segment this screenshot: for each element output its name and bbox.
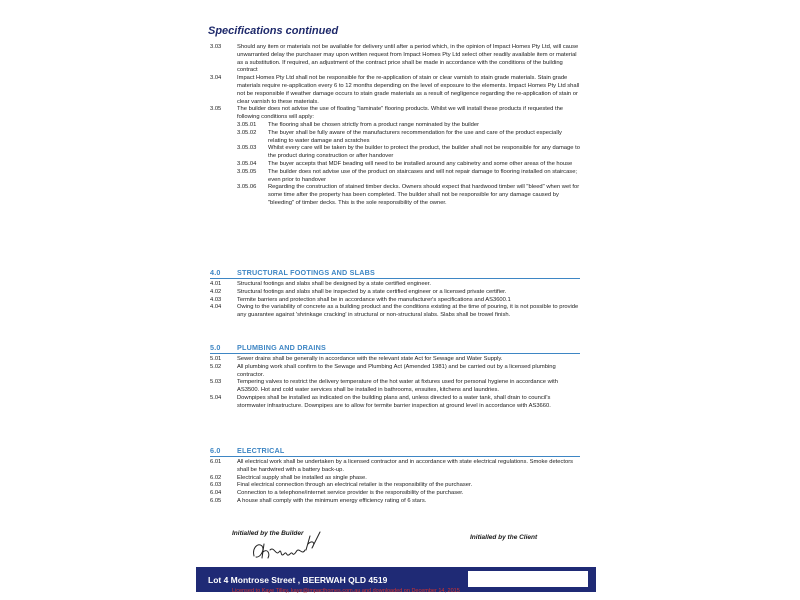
license-watermark: Licensed to Kaye Tilley, kaye@impacthomes.com.au and downloaded on December 14, 2015 [232,588,460,594]
list-item [210,289,580,297]
item-number: 6.01 [210,459,222,465]
list-item [210,482,580,490]
sub-item-text: Regarding the construction of stained timber decks. Owners should expect that hardwood timber will "bleed" when wet for some time after the property has been completed. The builder shall not be responsible for any damage caused by "bleeding" of timber decks. This is the sole responsibility of the owner. [268,184,580,206]
page-title: Specifications continued [208,25,339,37]
section-4 [210,268,580,320]
builder-signature-image [250,528,330,562]
item-text: Electrical supply shall be installed as single phase. [237,474,367,481]
client-initial-label: Initialled by the Client [470,534,538,541]
item-number: 4.01 [210,281,222,287]
item-number: 5.03 [210,379,222,386]
list-item [210,75,580,106]
item-text: Should any item or materials not be available for delivery until after a period which, in the opinion of Impact Homes Pty Ltd, will cause unwarranted delay the purchaser may upon written request from Impact Homes Pty Ltd select other readily available item or material as a substitution. If required, an adjustment of the contract price shall be made in accordance with the conditions of the building contract [237,44,579,74]
item-text: A house shall comply with the minimum energy efficiency rating of 6 stars. [237,497,427,504]
item-text: Final electrical connection through an electrical retailer is the responsibility of the purchaser. [237,482,473,489]
section-heading [210,343,580,354]
section-title: STRUCTURAL FOOTINGS AND SLABS [237,268,375,277]
item-number: 4.03 [210,296,222,303]
section-title: ELECTRICAL [237,446,285,455]
section-heading [210,268,580,279]
sub-item-text: The flooring shall be chosen strictly from a product range nominated by the builder [268,121,480,128]
section-number: 6.0 [210,446,221,455]
footer-address: Lot 4 Montrose Street , BEERWAH QLD 4519 [208,575,388,585]
list-item [210,498,580,506]
item-text: The builder does not advise the use of floating "laminate" flooring products. Whilst we will install these products if requested the following conditions will apply: [237,106,564,121]
item-number: 4.02 [210,288,222,295]
item-text: Termite barriers and protection shall be in accordance with the manufacturer's specifications and AS3600.1 [237,296,511,303]
list-item [210,364,580,380]
sub-item-text: Whilst every care will be taken by the builder to protect the product, the builder shall not be responsible for any damage to the product during construction or after handover [268,145,580,160]
item-number: 3.04 [210,75,222,82]
list-item [210,106,580,122]
item-number: 5.04 [210,394,222,401]
sub-list-item [210,169,580,185]
item-number: 3.03 [210,44,222,50]
list-item [210,379,580,395]
list-item [210,44,580,75]
footer-blank-box [468,571,588,587]
item-text: All plumbing work shall confirm to the Sewage and Plumbing Act (Amended 1981) and be carried out by a licensed plumbing contractor. [237,363,556,378]
list-item [210,356,580,364]
section-3-continued [210,44,580,208]
list-item [210,281,580,289]
section-5 [210,343,580,411]
section-number: 5.0 [210,343,221,352]
sub-item-text: The builder does not advise use of the product on staircases and will not repair damage to flooring installed on staircase; even prior to handover [268,168,578,183]
list-item [210,297,580,305]
item-text: Structural footings and slabs shall be inspected by a state certified engineer or a licensed private certifier. [237,288,507,295]
item-text: Tempering valves to restrict the delivery temperature of the hot water at fixtures used for personal hygiene in accordance with AS3500. Hot and cold water services shall be installed in bathrooms, ensuites, kitchens and laundries. [237,379,558,394]
list-item [210,304,580,320]
item-number: 6.02 [210,474,222,481]
item-text: Impact Homes Pty Ltd shall not be responsible for the re-application of stain or clear varnish to stain grade materials. Stain grade materials require re-application every 6 to 12 months depending on the level of exposure to the elements. Impact Homes Pty Ltd shall not be responsible if weather damage occurs to stain grade materials as a result of negligence regarding the re-application of stain or clear varnish to these materials. [237,75,580,105]
item-number: 5.02 [210,363,222,370]
section-heading [210,446,580,457]
sub-item-number: 3.05.05 [237,168,257,175]
section-number: 4.0 [210,268,221,277]
item-number: 6.04 [210,490,222,497]
sub-item-number: 3.05.06 [237,184,257,191]
item-number: 5.01 [210,356,222,362]
item-text: Structural footings and slabs shall be designed by a state certified engineer. [237,281,431,287]
item-number: 3.05 [210,106,222,113]
list-item [210,459,580,475]
item-text: Sewer drains shall be generally in accordance with the relevant state Act for Sewage and Water Supply. [237,356,503,362]
item-number: 6.03 [210,482,222,489]
sub-item-text: The buyer accepts that MDF beading will need to be installed around any cabinetry and some other areas of the house [268,160,573,167]
list-item [210,395,580,411]
sub-list-item [210,184,580,207]
sub-item-number: 3.05.02 [237,129,257,136]
sub-item-text: The buyer shall be fully aware of the manufacturers recommendation for the use and care of the product especially relating to water damage and scratches [268,129,562,144]
list-item [210,475,580,483]
list-item [210,490,580,498]
item-text: Downpipes shall be installed as indicated on the building plans and, unless directed to a water tank, shall drain to council's stormwater infrastructure. Downpipes are to allow for termite barrier inspection at ground level in accordance with AS3660. [237,394,551,409]
sub-item-number: 3.05.04 [237,160,257,167]
section-6 [210,446,580,506]
section-title: PLUMBING AND DRAINS [237,343,326,352]
item-text: All electrical work shall be undertaken by a licensed contractor and in accordance with state electrical regulations. Smoke detectors shall be hardwired with a battery back-up. [237,459,574,473]
sub-list-item [210,130,580,146]
sub-list-item [210,122,580,130]
sub-item-number: 3.05.01 [237,121,257,128]
sub-list-item [210,145,580,161]
sub-item-number: 3.05.03 [237,145,257,152]
item-number: 6.05 [210,497,222,504]
item-number: 4.04 [210,304,222,311]
item-text: Connection to a telephone/internet service provider is the responsibility of the purchaser. [237,490,464,497]
builder-initial-label: Initialled by the Builder [232,530,304,537]
item-text: Owing to the variability of concrete as a building product and the conditions existing at the time of pouring, it is not possible to provide any guarantee against 'shrinkage cracking' in structural or non-structural slabs. Slabs shall be trowel finish. [237,304,579,319]
sub-list-item [210,161,580,169]
